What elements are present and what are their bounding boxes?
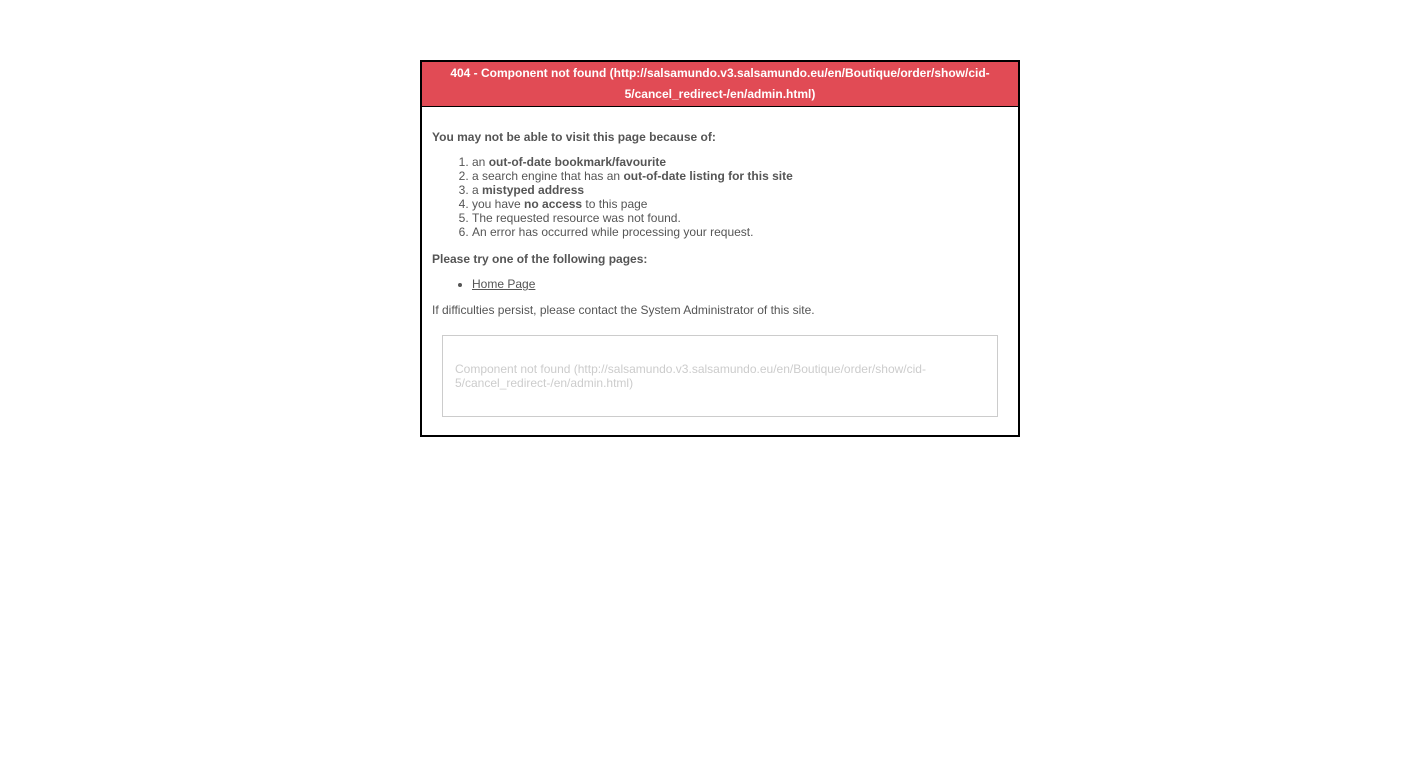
error-page-container <box>420 60 1020 437</box>
error-header-text: 404 - Component not found (http://salsamundo.v3.salsamundo.eu/en/Boutique/order/show/cid-5/cancel_redirect-/en/admin.html) <box>450 66 990 101</box>
error-body <box>422 107 1018 435</box>
reason-item <box>472 169 1008 183</box>
reason-item <box>472 197 1008 211</box>
reason-text-bold: out-of-date listing for this site <box>623 169 793 183</box>
reason-text: an <box>472 155 489 169</box>
reason-item <box>472 155 1008 169</box>
home-page-link[interactable]: Home Page <box>472 277 536 291</box>
reason-item <box>472 183 1008 197</box>
reason-text: to this page <box>582 197 648 211</box>
error-header-banner <box>422 62 1018 107</box>
try-pages-heading: Please try one of the following pages: <box>432 252 648 266</box>
contact-admin-text: If difficulties persist, please contact the System Administrator of this site. <box>432 303 815 317</box>
reason-text: you have <box>472 197 525 211</box>
reason-list <box>432 155 1008 239</box>
reason-text: a search engine that has an <box>472 169 624 183</box>
reason-text-bold: no access <box>524 197 583 211</box>
reason-text: The requested resource was not found. <box>472 211 681 225</box>
list-item <box>472 277 1008 291</box>
reason-item <box>472 211 1008 225</box>
error-detail-text: Component not found (http://salsamundo.v3.salsamundo.eu/en/Boutique/order/show/cid-5/cancel_redirect-/en/admin.html) <box>455 362 926 390</box>
error-detail-box <box>442 335 998 417</box>
reason-text-bold: mistyped address <box>482 183 585 197</box>
suggested-links-list <box>432 277 1008 291</box>
reason-text: An error has occurred while processing your request. <box>472 225 754 239</box>
reason-item <box>472 225 1008 239</box>
reason-text: a <box>472 183 483 197</box>
error-intro-heading: You may not be able to visit this page because of: <box>432 130 716 144</box>
reason-text-bold: out-of-date bookmark/favourite <box>488 155 667 169</box>
